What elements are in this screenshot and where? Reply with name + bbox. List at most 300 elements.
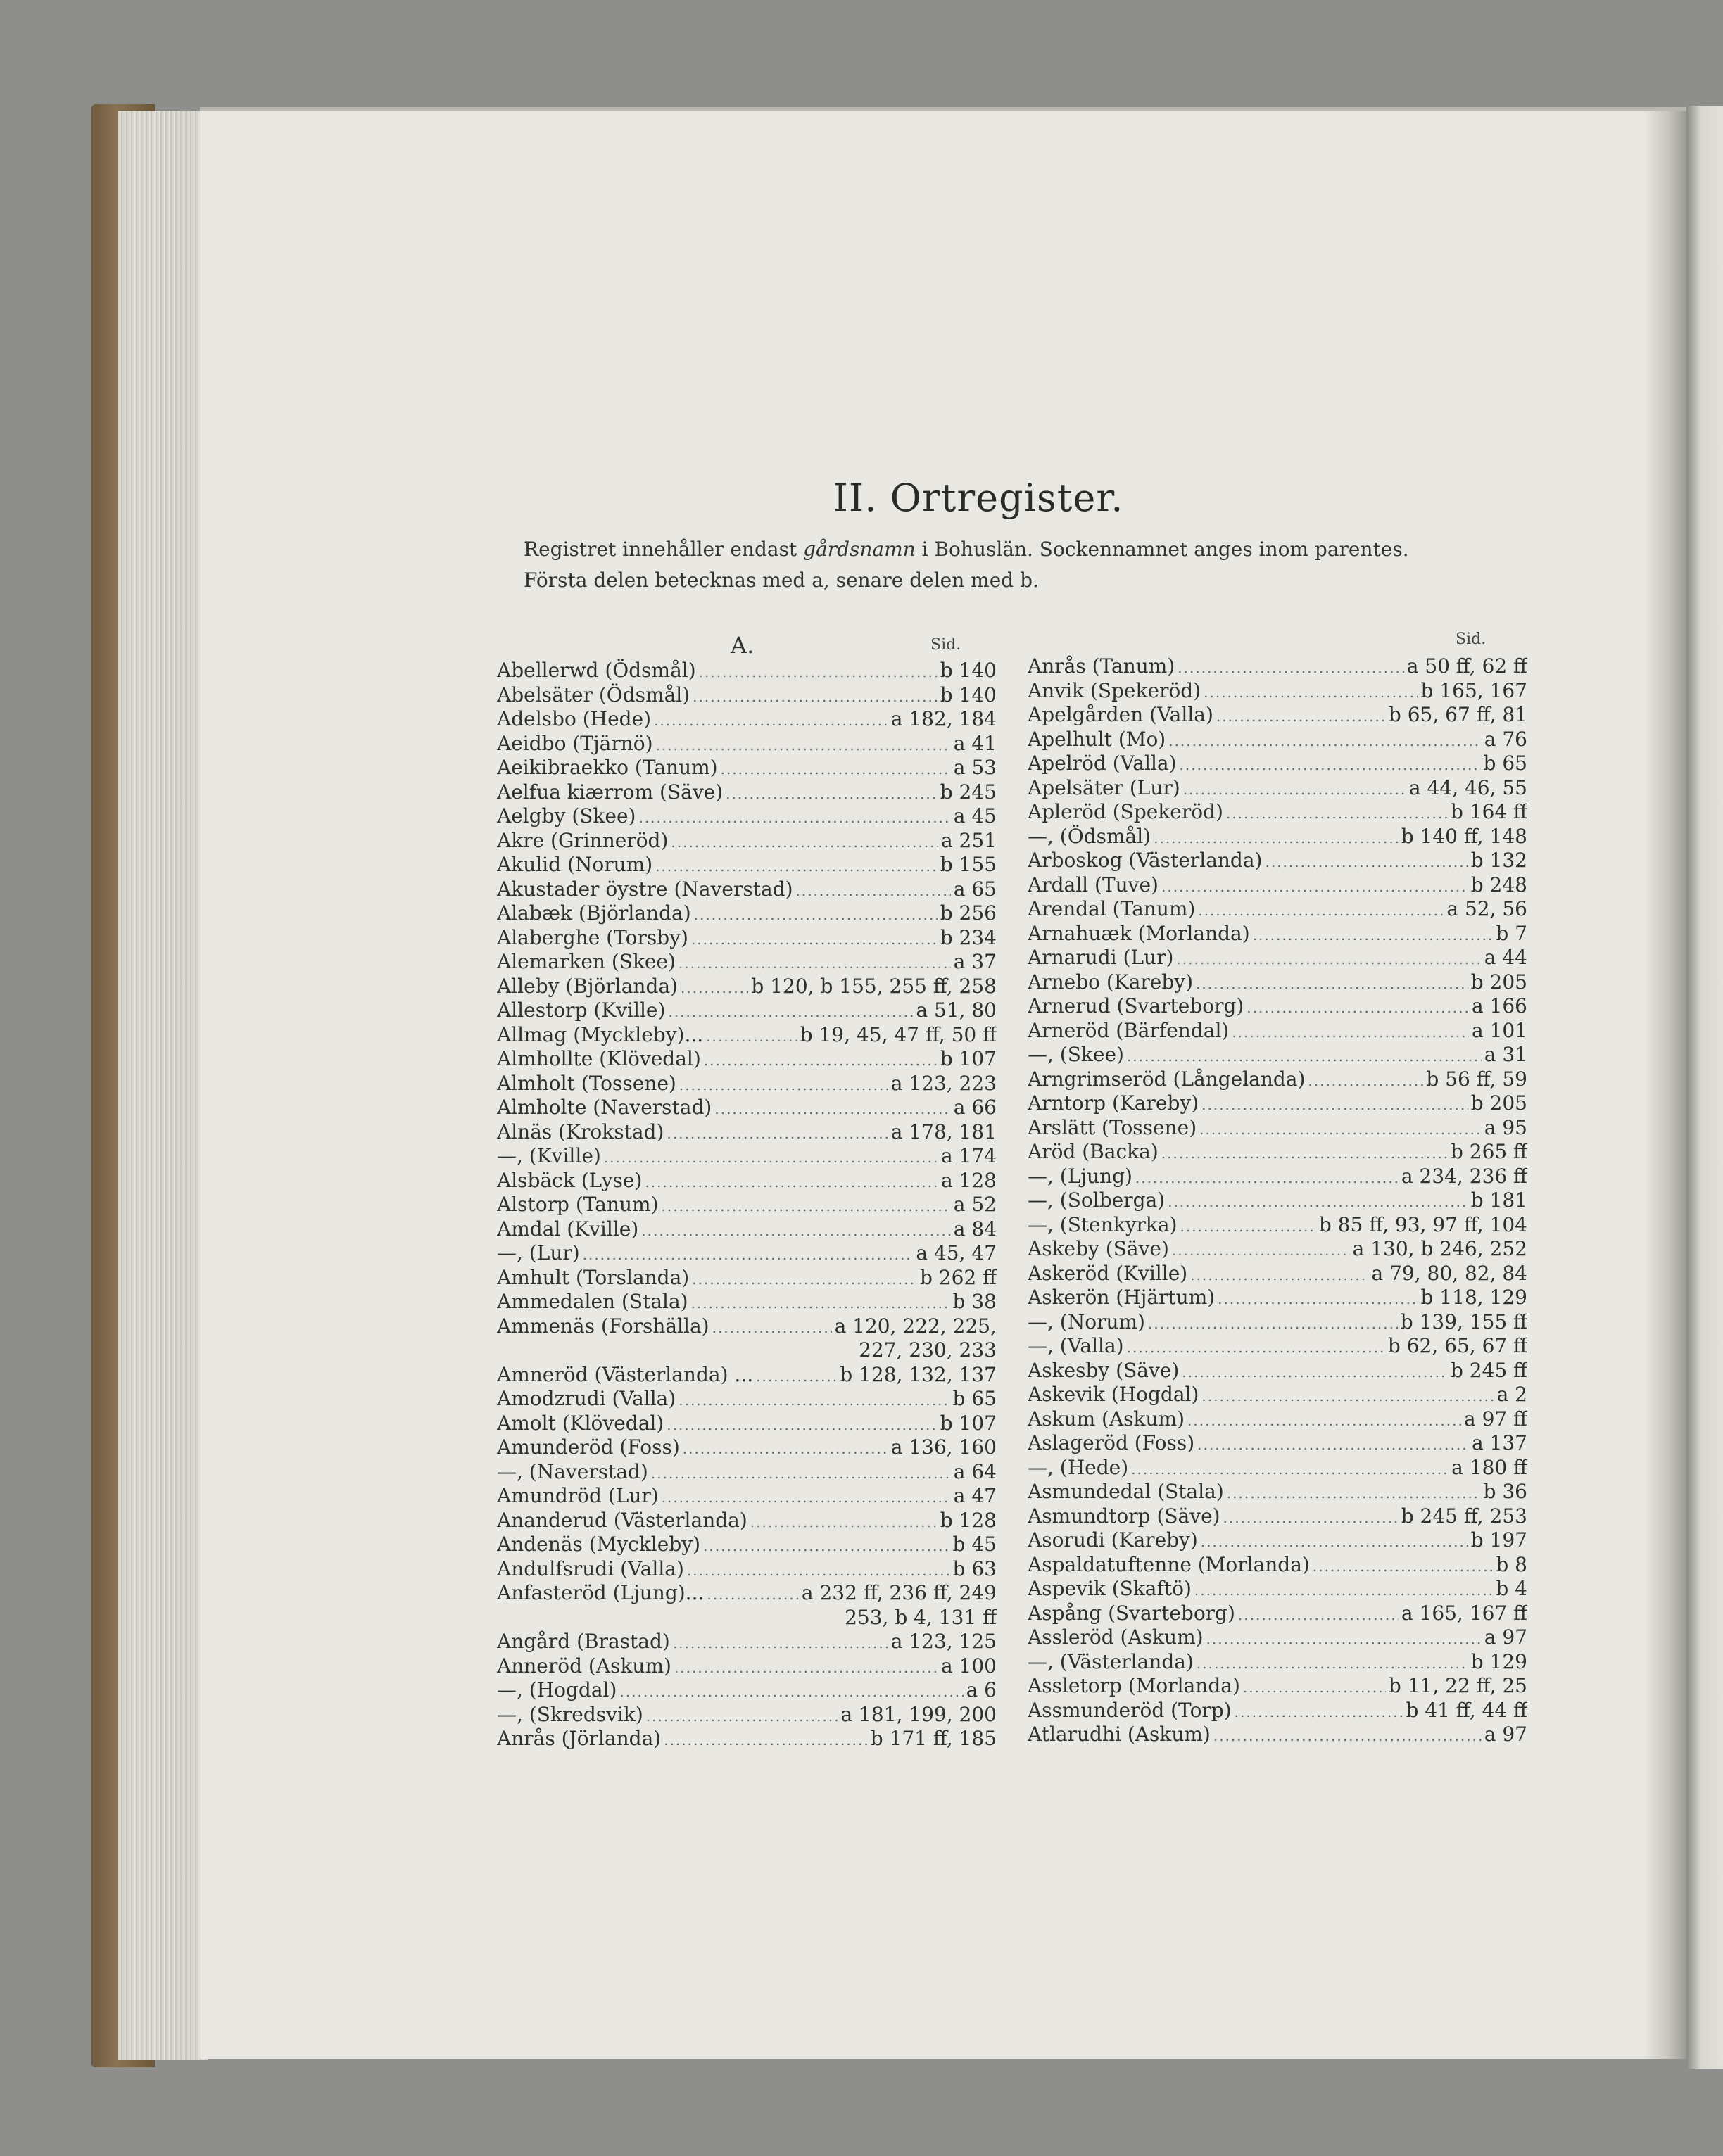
index-entry bbox=[497, 1096, 997, 1120]
leader-dots bbox=[646, 1708, 838, 1725]
page-reference: a 251 bbox=[940, 828, 997, 852]
place-name: Apelgården (Valla) bbox=[1028, 703, 1213, 726]
page-reference: a 41 bbox=[953, 731, 997, 755]
index-entry bbox=[497, 1290, 997, 1314]
place-name: Aspaldatuftenne (Morlanda) bbox=[1028, 1552, 1310, 1576]
place-name: Aeidbo (Tjärnö) bbox=[497, 731, 653, 755]
page-reference: b 165, 167 bbox=[1420, 678, 1527, 702]
index-entry bbox=[1028, 1213, 1527, 1238]
page-reference: a 84 bbox=[953, 1217, 997, 1241]
leader-dots bbox=[1265, 854, 1468, 870]
place-name: Almholte (Naverstad) bbox=[497, 1096, 712, 1119]
leader-dots bbox=[1253, 927, 1494, 944]
place-name: Andulfsrudi (Valla) bbox=[497, 1556, 684, 1580]
place-name: Ardall (Tuve) bbox=[1028, 873, 1159, 896]
intro-line-1-start: Registret innehåller endast bbox=[524, 538, 804, 561]
index-entry bbox=[1028, 752, 1527, 776]
place-name: Arnerud (Svarteborg) bbox=[1028, 994, 1244, 1017]
leader-dots bbox=[1227, 1485, 1481, 1502]
place-name: Anrås (Jörlanda) bbox=[497, 1727, 662, 1750]
index-entry bbox=[497, 780, 997, 805]
leader-dots bbox=[1199, 1121, 1482, 1138]
page-reference: b 118, 129 bbox=[1420, 1286, 1527, 1309]
index-entry bbox=[1028, 1650, 1527, 1675]
place-name: Amdal (Kville) bbox=[497, 1217, 639, 1241]
place-name: Apelsäter (Lur) bbox=[1028, 775, 1180, 799]
leader-dots bbox=[1161, 878, 1468, 895]
place-name: Apelröd (Valla) bbox=[1028, 752, 1177, 775]
leader-dots bbox=[1148, 1315, 1398, 1332]
index-entry bbox=[497, 901, 997, 926]
leader-dots bbox=[662, 1489, 951, 1506]
page-reference: b 164 ff bbox=[1450, 800, 1527, 823]
page-reference: b 65 bbox=[952, 1387, 997, 1410]
place-name: Anfasteröd (Ljung)... bbox=[497, 1581, 705, 1604]
leader-dots bbox=[1198, 902, 1444, 919]
page-reference: a 97 bbox=[1484, 1625, 1527, 1649]
intro-line-1-end: i Bohuslän. Sockennamnet anges inom parentes. bbox=[915, 538, 1409, 561]
leader-dots bbox=[604, 1149, 938, 1166]
letter-heading: A. bbox=[731, 632, 755, 659]
leader-dots bbox=[1127, 1048, 1482, 1065]
index-entry bbox=[497, 1314, 997, 1339]
index-entry bbox=[497, 1217, 997, 1242]
page-reference: b 38 bbox=[952, 1290, 997, 1313]
page-reference: a 182, 184 bbox=[890, 707, 997, 730]
index-entry bbox=[1028, 1165, 1527, 1189]
leader-dots bbox=[668, 1003, 913, 1020]
leader-dots bbox=[1178, 659, 1403, 676]
index-entry bbox=[1028, 1602, 1527, 1626]
page-reference: b 262 ff bbox=[919, 1265, 997, 1289]
leader-dots bbox=[1135, 1169, 1399, 1186]
leader-dots bbox=[687, 1562, 950, 1579]
page-reference: b 41 ff, 44 ff bbox=[1406, 1698, 1527, 1722]
page-reference: b 140 bbox=[940, 683, 997, 706]
leader-dots bbox=[583, 1246, 914, 1263]
index-entry bbox=[497, 1363, 997, 1388]
index-entry bbox=[497, 853, 997, 877]
page-reference: b 56 ff, 59 bbox=[1426, 1067, 1527, 1091]
page-reference: b 245 bbox=[940, 780, 997, 804]
page-reference: a 137 bbox=[1471, 1431, 1527, 1454]
leader-dots bbox=[681, 979, 748, 996]
intro-line-2: Första delen betecknas med a, senare delen med b. bbox=[524, 569, 1039, 592]
place-name: Ammedalen (Stala) bbox=[497, 1290, 688, 1313]
page-title: II. Ortregister. bbox=[833, 476, 1124, 520]
leader-dots bbox=[667, 1416, 937, 1433]
place-name: Abelsäter (Ödsmål) bbox=[497, 683, 690, 706]
page-reference: b 63 bbox=[952, 1556, 997, 1580]
page-reference: b 19, 45, 47 ff, 50 ff bbox=[800, 1022, 997, 1046]
page-reference: b 107 bbox=[940, 1047, 997, 1070]
page-reference: a 232 ff, 236 ff, 249 bbox=[801, 1581, 997, 1604]
page-reference: a 165, 167 ff bbox=[1401, 1601, 1527, 1625]
place-name: Amolt (Klövedal) bbox=[497, 1411, 664, 1435]
index-entry bbox=[497, 1387, 997, 1412]
index-entry bbox=[497, 683, 997, 708]
place-name: Askevik (Hogdal) bbox=[1028, 1383, 1199, 1406]
leader-dots bbox=[671, 834, 938, 851]
place-name: —, (Valla) bbox=[1028, 1334, 1124, 1357]
intro-line-1 bbox=[524, 538, 1409, 561]
facing-page-edge bbox=[1686, 106, 1723, 2069]
leader-dots bbox=[1176, 951, 1481, 968]
page-reference: a 97 bbox=[1484, 1723, 1527, 1746]
leader-dots bbox=[796, 882, 951, 899]
leader-dots bbox=[1201, 1388, 1494, 1404]
index-entry bbox=[1028, 1553, 1527, 1578]
leader-dots bbox=[1218, 1291, 1418, 1307]
place-name: —, (Naverstad) bbox=[497, 1459, 648, 1483]
index-entry bbox=[497, 1047, 997, 1072]
index-entry bbox=[497, 1193, 997, 1217]
leader-dots bbox=[641, 1222, 951, 1239]
index-entry bbox=[497, 1484, 997, 1509]
page-reference: a 234, 236 ff bbox=[1401, 1164, 1527, 1188]
place-name: Alleby (Björlanda) bbox=[497, 974, 678, 998]
index-entry bbox=[497, 1703, 997, 1727]
leader-dots bbox=[1243, 1679, 1386, 1696]
place-name: —, (Skredsvik) bbox=[497, 1702, 643, 1726]
index-entry bbox=[1028, 897, 1527, 922]
leader-dots bbox=[693, 688, 938, 705]
leader-dots bbox=[674, 1659, 938, 1676]
place-name: Allmag (Myckleby)... bbox=[497, 1022, 704, 1046]
page-reference: b 245 ff bbox=[1450, 1358, 1527, 1382]
leader-dots bbox=[1201, 1533, 1468, 1550]
leader-dots bbox=[1194, 1582, 1493, 1599]
page-reference: b 36 bbox=[1483, 1480, 1527, 1503]
index-entry bbox=[1028, 1286, 1527, 1310]
index-entry bbox=[497, 950, 997, 975]
index-entry bbox=[497, 1241, 997, 1266]
index-entry bbox=[497, 707, 997, 732]
place-name: Askerön (Hjärtum) bbox=[1028, 1286, 1216, 1309]
leader-dots bbox=[1183, 781, 1406, 798]
index-entry bbox=[1028, 1359, 1527, 1383]
page-reference: a 44 bbox=[1484, 946, 1527, 969]
index-entry bbox=[497, 1581, 997, 1606]
page-reference: b 205 bbox=[1470, 970, 1527, 994]
place-name: Almhollte (Klövedal) bbox=[497, 1047, 701, 1070]
index-entry bbox=[1028, 1140, 1527, 1165]
page-reference: a 31 bbox=[1484, 1043, 1527, 1066]
leader-dots bbox=[1213, 1727, 1482, 1744]
page-reference: a 51, 80 bbox=[916, 998, 997, 1022]
place-name: Alaberghe (Torsby) bbox=[497, 925, 688, 949]
index-entry bbox=[1028, 1188, 1527, 1213]
leader-dots bbox=[692, 1271, 917, 1288]
page-reference: a 53 bbox=[953, 756, 997, 779]
page-reference: a 79, 80, 82, 84 bbox=[1371, 1261, 1527, 1285]
page-reference: a 66 bbox=[953, 1096, 997, 1119]
left-index-column bbox=[497, 659, 997, 1751]
leader-dots bbox=[1168, 733, 1482, 749]
leader-dots bbox=[1313, 1558, 1494, 1575]
place-name: Alabæk (Björlanda) bbox=[497, 901, 691, 925]
index-entry bbox=[1028, 849, 1527, 873]
page-reference: a 45, 47 bbox=[916, 1241, 997, 1264]
index-entry bbox=[497, 804, 997, 829]
place-name: Arendal (Tanum) bbox=[1028, 897, 1196, 920]
leader-dots bbox=[1168, 1193, 1468, 1210]
index-entry bbox=[497, 1533, 997, 1557]
place-name: Amneröd (Västerlanda) ... bbox=[497, 1362, 754, 1386]
page-reference: b 120, b 155, 255 ff, 258 bbox=[751, 974, 997, 998]
place-name: Andenäs (Myckleby) bbox=[497, 1533, 700, 1556]
leader-dots bbox=[667, 1125, 888, 1142]
leader-dots bbox=[721, 761, 951, 778]
place-name: Arslätt (Tossene) bbox=[1028, 1115, 1197, 1139]
page-reference: a 95 bbox=[1484, 1115, 1527, 1139]
place-name: Anvik (Spekeröd) bbox=[1028, 678, 1201, 702]
leader-dots bbox=[651, 1465, 951, 1482]
leader-dots bbox=[655, 858, 938, 875]
index-entry bbox=[1028, 1091, 1527, 1116]
index-entry bbox=[1028, 1577, 1527, 1602]
page-reference: b 171 ff, 185 bbox=[870, 1727, 997, 1750]
right-sid-label: Sid. bbox=[1456, 630, 1487, 648]
index-entry bbox=[1028, 1310, 1527, 1335]
place-name: Askeby (Säve) bbox=[1028, 1237, 1169, 1260]
page-reference: b 7 bbox=[1496, 921, 1527, 945]
place-name: Alnäs (Krokstad) bbox=[497, 1120, 664, 1143]
index-entry bbox=[1028, 946, 1527, 970]
index-entry bbox=[497, 1338, 997, 1363]
leader-dots bbox=[699, 664, 938, 680]
page-reference: a 52, 56 bbox=[1446, 897, 1527, 920]
place-name: Assleröd (Askum) bbox=[1028, 1625, 1204, 1649]
leader-dots bbox=[656, 737, 951, 754]
place-name: —, (Skee) bbox=[1028, 1043, 1124, 1066]
page-reference: a 97 ff bbox=[1463, 1407, 1527, 1431]
place-name: Amodzrudi (Valla) bbox=[497, 1387, 676, 1410]
place-name: —, (Stenkyrka) bbox=[1028, 1212, 1178, 1236]
page-stack-edges bbox=[118, 111, 208, 2060]
place-name: —, (Västerlanda) bbox=[1028, 1649, 1194, 1673]
leader-dots bbox=[1235, 1704, 1403, 1720]
index-entry bbox=[1028, 1699, 1527, 1723]
place-name: Alsbäck (Lyse) bbox=[497, 1168, 643, 1192]
index-entry bbox=[1028, 1456, 1527, 1480]
leader-dots bbox=[1206, 1630, 1482, 1647]
leader-dots bbox=[707, 1586, 798, 1603]
place-name: Allestorp (Kville) bbox=[497, 998, 666, 1022]
page-reference: b 205 bbox=[1470, 1091, 1527, 1115]
intro-line-1-emphasis: gårdsnamn bbox=[803, 538, 916, 561]
index-entry bbox=[1028, 654, 1527, 679]
page-reference: b 107 bbox=[940, 1411, 997, 1435]
page-reference: b 139, 155 ff bbox=[1400, 1310, 1527, 1333]
place-name: Anneröd (Askum) bbox=[497, 1654, 671, 1678]
page-reference: b 62, 65, 67 ff bbox=[1387, 1334, 1527, 1357]
leader-dots bbox=[712, 1319, 832, 1336]
page-reference: a 123, 125 bbox=[890, 1630, 997, 1653]
leader-dots bbox=[1232, 1024, 1469, 1041]
page-reference: b 8 bbox=[1496, 1552, 1527, 1576]
place-name: Alemarken (Skee) bbox=[497, 950, 676, 973]
place-name: Apelhult (Mo) bbox=[1028, 727, 1166, 751]
left-sid-label: Sid. bbox=[930, 636, 961, 654]
index-entry bbox=[1028, 1674, 1527, 1699]
leader-dots bbox=[726, 785, 938, 802]
page-reference: b 181 bbox=[1470, 1188, 1527, 1212]
index-entry bbox=[1028, 1431, 1527, 1456]
place-name: Akustader öystre (Naverstad) bbox=[497, 877, 793, 901]
leader-dots bbox=[1161, 1145, 1448, 1162]
leader-dots bbox=[750, 1514, 938, 1530]
place-name: Anrås (Tanum) bbox=[1028, 654, 1175, 678]
index-entry bbox=[1028, 1334, 1527, 1359]
leader-dots bbox=[694, 906, 938, 923]
place-name: Amunderöd (Foss) bbox=[497, 1435, 680, 1459]
index-entry bbox=[1028, 825, 1527, 849]
page-reference: a 47 bbox=[953, 1484, 997, 1507]
place-name: Akulid (Norum) bbox=[497, 853, 653, 876]
page-reference: b 65, 67 ff, 81 bbox=[1388, 703, 1527, 726]
place-name: Apleröd (Spekeröd) bbox=[1028, 800, 1223, 823]
index-entry bbox=[497, 1678, 997, 1703]
leader-dots bbox=[704, 1052, 938, 1069]
leader-dots bbox=[1196, 975, 1468, 992]
leader-dots bbox=[691, 931, 938, 948]
place-name: —, (Norum) bbox=[1028, 1310, 1145, 1333]
place-name: Asmundtorp (Säve) bbox=[1028, 1504, 1220, 1528]
leader-dots bbox=[1204, 684, 1418, 701]
leader-dots bbox=[1190, 1267, 1368, 1283]
page-reference: a 178, 181 bbox=[890, 1120, 997, 1143]
place-name: Amundröd (Lur) bbox=[497, 1484, 659, 1507]
index-entry bbox=[497, 1509, 997, 1533]
page-reference: b 256 bbox=[940, 901, 997, 925]
page-gutter bbox=[1643, 111, 1686, 2059]
index-entry bbox=[497, 1144, 997, 1169]
leader-dots bbox=[1172, 1242, 1350, 1259]
place-name: Amhult (Torslanda) bbox=[497, 1265, 690, 1289]
page-reference: a 65 bbox=[953, 877, 997, 901]
place-name: Arntorp (Kareby) bbox=[1028, 1091, 1199, 1115]
leader-dots bbox=[1187, 1412, 1461, 1429]
page-reference: a 130, b 246, 252 bbox=[1352, 1237, 1527, 1260]
index-entry bbox=[1028, 1262, 1527, 1286]
index-entry bbox=[1028, 728, 1527, 752]
index-entry bbox=[497, 659, 997, 683]
page-reference: b 11, 22 ff, 25 bbox=[1388, 1674, 1527, 1697]
page-reference: a 2 bbox=[1496, 1383, 1527, 1406]
page-reference: a 64 bbox=[953, 1459, 997, 1483]
index-entry bbox=[497, 732, 997, 756]
place-name: —, (Solberga) bbox=[1028, 1188, 1166, 1212]
leader-dots bbox=[679, 955, 951, 972]
index-entry bbox=[1028, 1480, 1527, 1504]
page-reference: b 265 ff bbox=[1450, 1140, 1527, 1163]
index-entry bbox=[497, 1727, 997, 1751]
place-name: Aelgby (Skee) bbox=[497, 804, 636, 827]
index-entry bbox=[1028, 776, 1527, 801]
place-name: —, (Ljung) bbox=[1028, 1164, 1132, 1188]
page-reference: b 248 bbox=[1470, 873, 1527, 896]
index-entry bbox=[1028, 994, 1527, 1019]
place-name: Asmundedal (Stala) bbox=[1028, 1480, 1224, 1503]
leader-dots bbox=[1180, 756, 1481, 773]
page-reference: b 65 bbox=[1483, 752, 1527, 775]
place-name: Aröd (Backa) bbox=[1028, 1140, 1159, 1163]
place-name: Asorudi (Kareby) bbox=[1028, 1528, 1198, 1552]
place-name: Akre (Grinneröd) bbox=[497, 828, 669, 852]
leader-dots bbox=[1180, 1218, 1316, 1235]
place-name: Aelfua kiærrom (Säve) bbox=[497, 780, 724, 804]
leader-dots bbox=[703, 1537, 950, 1554]
place-name: Almholt (Tossene) bbox=[497, 1071, 676, 1095]
index-entry bbox=[497, 1023, 997, 1048]
page-reference: a 174 bbox=[940, 1144, 997, 1167]
index-entry bbox=[497, 998, 997, 1023]
place-name: Ammenäs (Forshälla) bbox=[497, 1314, 709, 1338]
place-name: Arboskog (Västerlanda) bbox=[1028, 849, 1263, 872]
index-entry bbox=[1028, 679, 1527, 704]
place-name: Aeikibraekko (Tanum) bbox=[497, 756, 718, 779]
page-reference: b 45 bbox=[952, 1533, 997, 1556]
page-reference: 253, b 4, 131 ff bbox=[845, 1605, 997, 1629]
index-entry bbox=[1028, 1407, 1527, 1432]
index-entry bbox=[1028, 1116, 1527, 1141]
page-reference: b 234 bbox=[940, 925, 997, 949]
page-reference: a 123, 223 bbox=[890, 1071, 997, 1095]
page-reference: 227, 230, 233 bbox=[859, 1338, 997, 1362]
leader-dots bbox=[706, 1028, 797, 1045]
page-reference: a 50 ff, 62 ff bbox=[1406, 654, 1527, 678]
leader-dots bbox=[1197, 1655, 1468, 1672]
index-entry bbox=[497, 1169, 997, 1193]
place-name: Arneröd (Bärfendal) bbox=[1028, 1018, 1230, 1042]
leader-dots bbox=[1201, 1096, 1468, 1113]
index-entry bbox=[1028, 703, 1527, 728]
page-reference: a 180 ff bbox=[1451, 1455, 1527, 1479]
index-entry bbox=[497, 1460, 997, 1485]
index-entry bbox=[1028, 1625, 1527, 1650]
page-reference: a 166 bbox=[1471, 994, 1527, 1017]
leader-dots bbox=[664, 1732, 867, 1749]
page-reference: a 44, 46, 55 bbox=[1408, 775, 1527, 799]
place-name: Askum (Askum) bbox=[1028, 1407, 1185, 1431]
page-reference: b 4 bbox=[1496, 1577, 1527, 1600]
leader-dots bbox=[1127, 1339, 1385, 1356]
page-reference: b 140 ff, 148 bbox=[1401, 824, 1527, 848]
leader-dots bbox=[1223, 1509, 1399, 1526]
index-entry bbox=[497, 1606, 997, 1630]
leader-dots bbox=[1238, 1606, 1399, 1623]
page-reference: b 132 bbox=[1470, 849, 1527, 872]
index-entry bbox=[497, 877, 997, 902]
place-name: Askesby (Säve) bbox=[1028, 1358, 1180, 1382]
leader-dots bbox=[691, 1295, 950, 1312]
page-reference: b 197 bbox=[1470, 1528, 1527, 1552]
place-name: Arnahuæk (Morlanda) bbox=[1028, 921, 1250, 945]
leader-dots bbox=[1216, 708, 1386, 725]
index-entry bbox=[497, 756, 997, 780]
page-reference: a 100 bbox=[940, 1654, 997, 1678]
place-name: Atlarudhi (Askum) bbox=[1028, 1723, 1211, 1746]
leader-dots bbox=[683, 1440, 888, 1457]
index-entry bbox=[497, 829, 997, 854]
place-name: Aspevik (Skaftö) bbox=[1028, 1577, 1192, 1600]
page-reference: b 128 bbox=[940, 1508, 997, 1532]
page-reference: b 245 ff, 253 bbox=[1401, 1504, 1527, 1528]
page-reference: b 85 ff, 93, 97 ff, 104 bbox=[1318, 1212, 1527, 1236]
place-name: —, (Kville) bbox=[497, 1144, 601, 1167]
place-name: Assmunderöd (Torp) bbox=[1028, 1698, 1232, 1722]
